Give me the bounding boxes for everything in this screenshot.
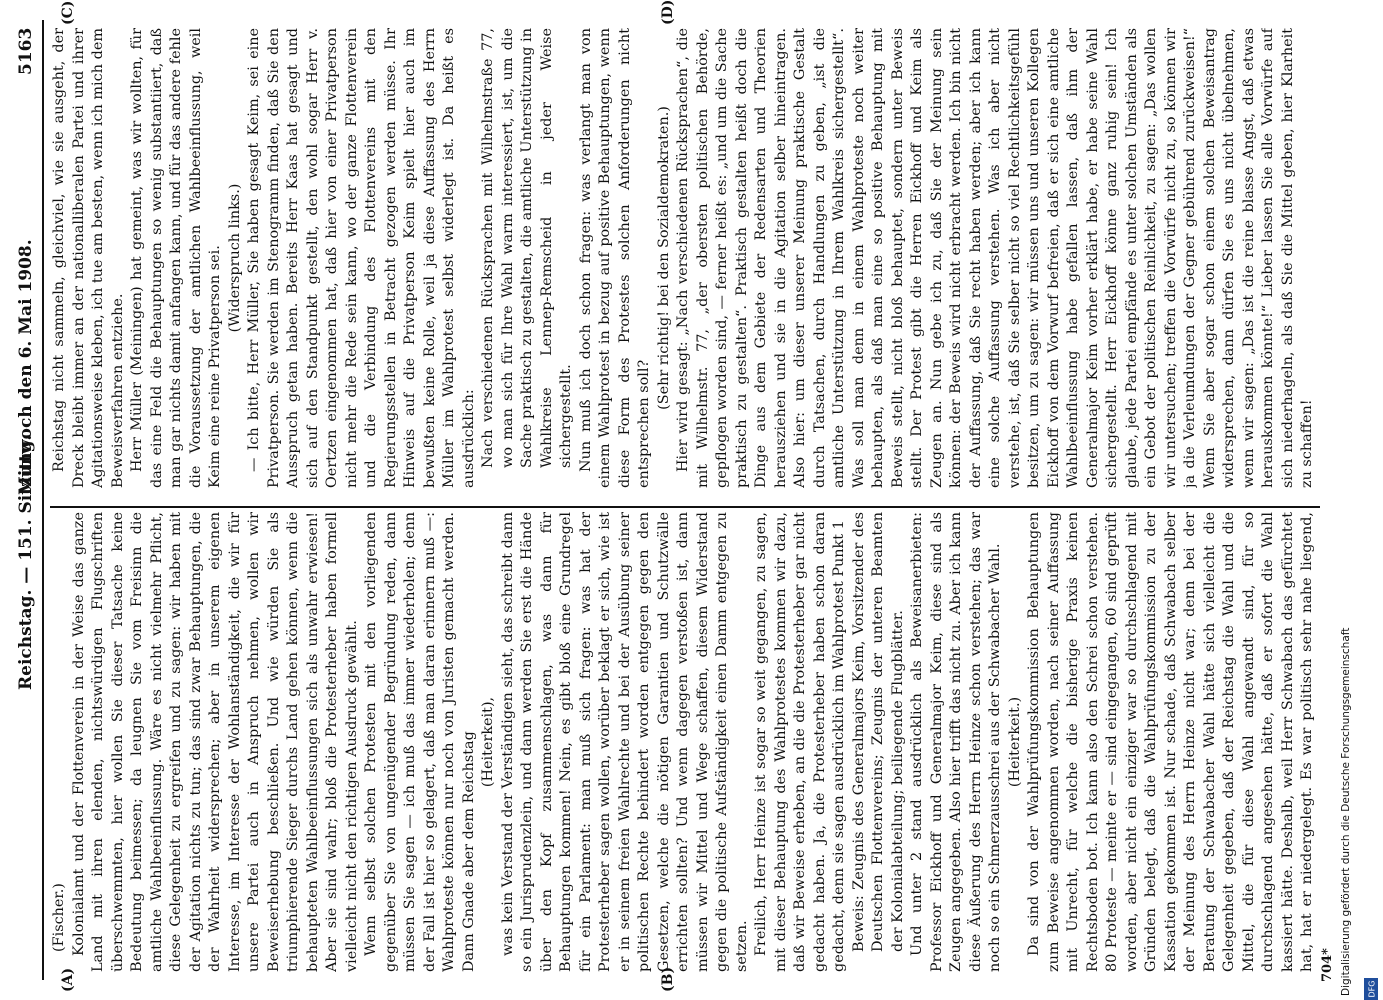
margin-marker-b: (B) <box>660 966 676 992</box>
column-paragraph: Nun muß ich doch schon fragen: was verlangt man von einem Wahlprotest in bezug auf positive Behauptungen, wenn diese Form des Protestes solchen Anforderungen nicht entsprechen soll? <box>577 28 652 488</box>
margin-marker-d: (D) <box>660 0 676 25</box>
column-paragraph: Herr Müller (Meiningen) hat gemeint, was wir wollten, für das eine Feld die Behauptungen so wenig substantiiert, daß man gar nichts damit anfangen kann, und für das andere fehle die Voraussetzung der amtlichen Wahlbeeinflussung, weil Keim eine reine Privatperson sei. <box>129 28 223 488</box>
digitization-note: Digitalisierung gefördert durch die Deutsche Forschungsgemeinschaft <box>1340 627 1352 996</box>
column-divider <box>50 506 1320 508</box>
header-page-number: 5163 <box>16 27 36 75</box>
margin-marker-c: (C) <box>60 0 76 25</box>
column-paragraph: Und unter 2 stand ausdrücklich als Beweisanerbieten: Professor Eickhoff und Generalmajor Keim, diese sind als Zeugen angegeben. Also hier trifft das nicht zu. Aber ich kann diese Äußerung des Herrn Heinze schon verstehen; das war noch so ein Schmerzausschrei aus der Schwabacher Wahl. <box>909 512 1003 972</box>
column-right <box>50 28 1320 488</box>
column-paragraph: (Fischer.) <box>51 883 67 952</box>
header-rule <box>42 20 44 980</box>
column-left <box>50 512 1320 972</box>
column-paragraph: Reichstag nicht sammeln, gleichviel, wie sie ausgeht, der Dreck bleibt immer an der nationalliberalen Partei und ihrer Agitationsweise kleben, ich tue am besten, wenn ich mich dem Beweisverfahren entziehe. <box>51 28 126 488</box>
column-paragraph: (Sehr richtig! bei den Sozialdemokraten.) <box>655 106 672 410</box>
margin-marker-a: (A) <box>60 967 76 992</box>
column-paragraph: (Heiterkeit), <box>480 696 496 788</box>
column-paragraph: Kolonialamt und der Flottenverein in der Weise das ganze Land mit ihren elenden, nichtswürdigen Flugschriften überschwemmten, hier wollen Sie dieser Tatsache keine Bedeutung beimessen; da leugnen Sie vom Freisinn die amtliche Wahlbeeinflussung. Wäre es nicht vielmehr Pflicht, diese Gelegenheit zu ergreifen und zu sagen: wir haben mit der Agitation nichts zu tun; das sind zwar Behauptungen, die der Wahrheit widersprechen; aber in unserem eigenen Interesse, im Interesse der Wohlanständigkeit, die wir für unsere Partei auch in Anspruch nehmen, wollen wir Beweiserhebung beschließen. Und wie würden Sie als triumphierende Sieger durchs Land gehen können, wenn die behaupteten Wahlbeeinflussungen sich als unwahr erwiesen! Aber sie sind wahr; bloß die Protesterheber haben formell vielleicht nicht den richtigen Ausdruck gewählt. <box>70 512 360 972</box>
header-title-left: Reichstag. — 151. Sitzung. <box>16 434 36 690</box>
running-header <box>6 0 46 1000</box>
dfg-logo-text: DFG <box>1367 980 1377 998</box>
column-paragraph: (Heiterkeit.) <box>1006 696 1023 788</box>
column-paragraph: (Widerspruch links.) <box>226 183 243 333</box>
column-paragraph <box>1318 28 1321 488</box>
column-paragraph: Beweis: Zeugnis des Generalmajors Keim, Vorsitzender des Deutschen Flottenvereins; Zeugnis der unteren Beamten der Kolonialabteilung; beiliegende Flugblätter. <box>850 512 906 952</box>
column-paragraph: Nach verschiedenen Rücksprachen mit Wilhelmstraße 77, wo man sich für Ihre Wahl warm interessiert, ist, um die Sache praktisch zu gestalten, die amtliche Unterstützung in Wahlkreise Lennep-Remscheid in jeder Weise sichergestellt. <box>480 28 574 468</box>
dfg-logo <box>1364 978 1378 1000</box>
column-paragraph: Da sind von der Wahlprüfungskommission Behauptungen zum Beweise angenommen worden, nach seiner Auffassung mit Unrecht, für welche die bisherige Praxis keinen Rechtsboden bot. Ich kann also den Schrei schon verstehen. 80 Proteste — meinte er — sind eingegangen, 60 sind geprüft worden, aber nicht ein einziger war so durchschlagend mit Gründen belegt, daß die Wahlprüfungskommission zu der Kassation gekommen ist. Nur schade, daß Schwabach selber der Meinung des Herrn Heinze nicht war; denn bei der Beratung der Schwabacher Wahl hätte sich vielleicht die Gelegenheit gegeben, daß der Reichstag die Wahl und die Mittel, die für diese Wahl angewandt sind, für so durchschlagend angesehen hätte, daß er sofort die Wahl kassiert hätte. Deshalb, weil Herr Schwabach das gefürchtet hat, hat er niedergelegt. Es war politisch sehr nahe liegend, <box>1026 512 1315 972</box>
column-paragraph: — Ich bitte, Herr Müller, Sie haben gesagt Keim, sei eine Privatperson. Sie werden im Stenogramm finden, daß Sie den Ausspruch getan haben. Bereits Herr Kaas hat gesagt und sich auf den Standpunkt gestellt, den wohl sogar Herr v. Oertzen eingenommen hat, daß hier von einer Privatperson nicht mehr die Rede sein kann, wo der ganze Flottenverein und die Verbindung des Flottenvereins mit den Regierungsstellen in Betracht gezogen werden müsse. Ihr Hinweis auf die Privatperson Keim spielt hier auch im bewußten keine Rolle, weil ja diese Auffassung des Herrn Müller im Wahlprotest selbst widerlegt ist. Da heißt es ausdrücklich: <box>246 28 477 488</box>
column-paragraph: Wenn selbst solchen Protesten mit den vorliegenden gegenüber Sie von ungenügender Begründung reden, dann müssen Sie sagen — ich muß das immer wiederholen; denn der Fall ist hier so gelagert, daß man daran erinnern muß —: Wahlproteste können nur noch von Juristen gemacht werden. Dann Gnade aber dem Reichstag <box>363 512 477 972</box>
column-paragraph: Freilich, Herr Heinze ist sogar so weit gegangen, zu sagen, mit dieser Behauptung des Wahlprotestes kommen wir dazu, daß wir Beweise erheben, an die die Protesterheber gar nicht gedacht haben. Ja, die Protesterheber haben schon daran gedacht, denn sie sagen ausdrücklich im Wahlprotest Punkt 1 <box>753 512 847 972</box>
column-paragraph: was kein Verstand der Verständigen sieht, das schreibt dann so ein Jurisprudenzlein, und dann werden Sie erst die Hände über den Kopf zusammenschlagen, was dann für Behauptungen kommen! Nein, es gibt bloß eine Grundregel für ein Parlament: man muß sich fragen: was hat der Protesterheber sagen wollen, worüber beklagt er sich, wie ist er in seinem freien Wahlrechte und bei der Ausübung seiner politischen Rechte behindert worden entgegen gegen den Gesetzen, welche die nötigen Garantien und Schutzwälle errichten sollten? Und wenn dagegen verstoßen ist, dann müssen wir Mittel und Wege schaffen, diesem Widerstand gegen die politische Aufständigkeit einen Damm entgegen zu setzen. <box>499 512 750 972</box>
footer-page-number: 704* <box>1320 948 1335 982</box>
column-paragraph: Hier wird gesagt: „Nach verschiedenen Rücksprachen“, die mit Wilhelmstr. 77, „der obersten politischen Behörde, gepflogen worden sind, — ferner heißt es: „und um die Sache praktisch zu gestalten“. Praktisch gestalten heißt doch die Dinge aus dem Gebiete der Redensarten und Theorien herausziehen und sie in die Agitation selber hineintragen. Also hier: um dieser unserer Meinung praktische Gestalt durch Tatsachen, durch Handlungen zu geben, „ist die amtliche Unterstützung in Ihrem Wahlkreis sichergestellt“. Was soll man denn in einem Wahlproteste noch weiter behaupten, als daß man eine so positive Behauptung mit Beweis stellt, nicht bloß behauptet, sondern unter Beweis stellt. Der Protest gibt die Herren Eickhoff und Keim als Zeugen an. Nun gebe ich zu, daß Sie der Meinung sein können: der Beweis wird nicht erbracht werden. Ich bin nicht der Auffassung, daß Sie recht haben werden; aber ich kann eine solche Auffassung verstehen. Was ich aber nicht verstehe, ist, daß Sie selber nicht so viel Rechtlichkeitsgefühl besitzen, um zu sagen: wir müssen uns und unseren Kollegen Eickhoff von dem Vorwurf befreien, daß er sich eine amtliche Wahlbeeinflussung habe gefallen lassen, daß ihm der Generalmajor Keim vorher erklärt habe, er habe seine Wahl sichergestellt. Herr Eickhoff könne ganz ruhig sein! Ich glaube, jede Partei empfände es unter solchen Umständen als ein Gebot der politischen Reinlichkeit, zu sagen: „Das wollen wir untersuchen; treffen die Vorwürfe nicht zu, so können wir ja die Verleumdungen der Gegner gebührend zurückweisen!“ Wenn Sie aber sogar schon einem solchen Beweisantrag widersprechen, dann dürfen Sie es uns nicht übelnehmen, wenn wir sagen: „Das ist die reine blasse Angst, daß etwas herauskommen könnte!“ Lieber lassen Sie alle Vorwürfe auf sich niederhageln, als daß Sie die Mittel geben, hier Klarheit zu schaffen! <box>675 28 1315 488</box>
header-title-right: Mittwoch den 6. Mai 1908. <box>16 239 36 495</box>
